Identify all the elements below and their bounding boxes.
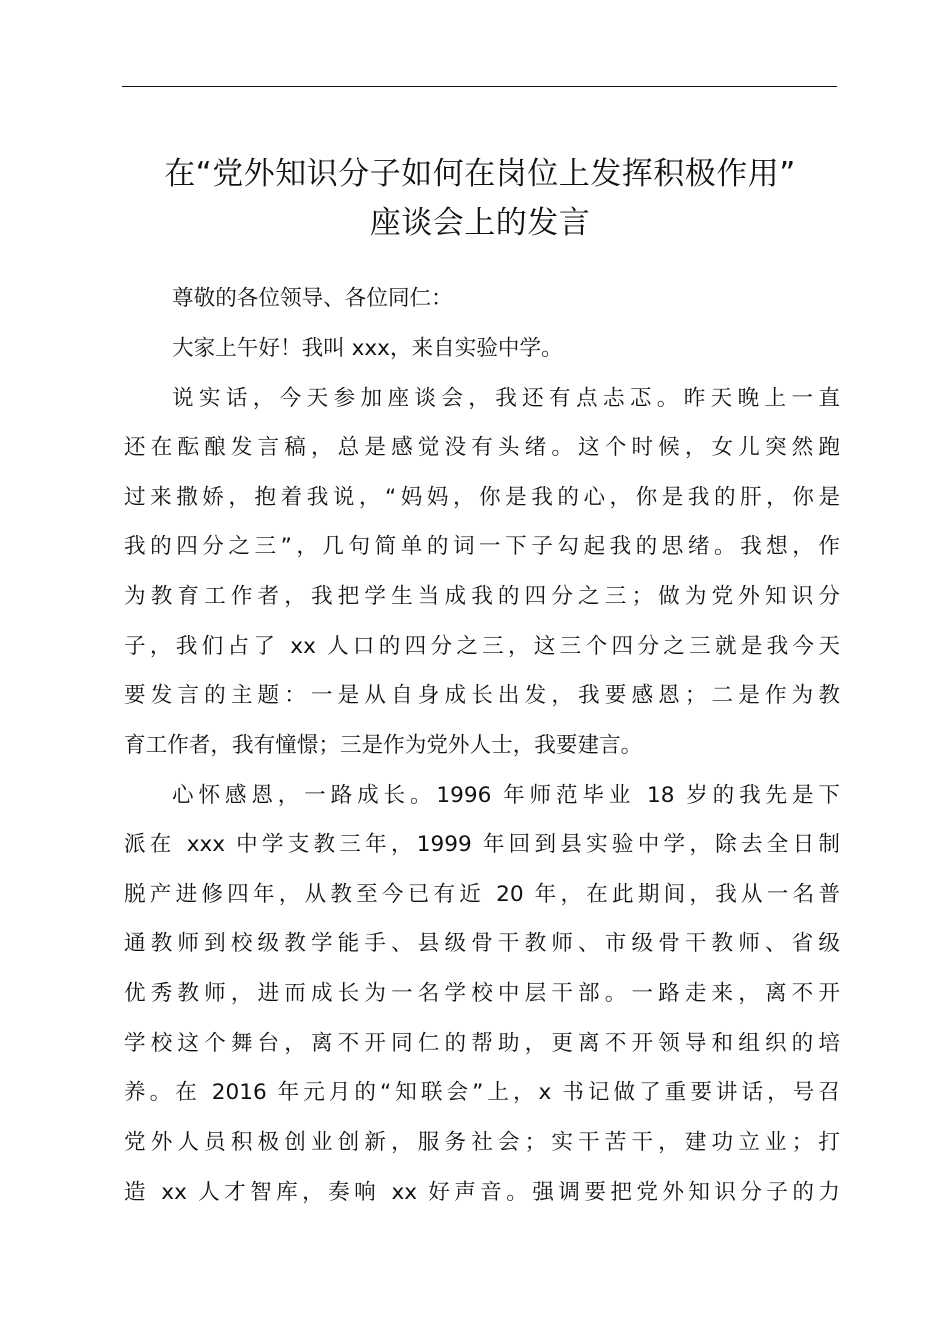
body-line: 子，我们占了 xx 人口的四分之三，这三个四分之三就是我今天: [124, 634, 840, 659]
body-line: 造 xx 人才智库，奏响 xx 好声音。强调要把党外知识分子的力: [124, 1180, 840, 1205]
body-line: 说实话，今天参加座谈会，我还有点忐忑。昨天晚上一直: [172, 386, 840, 411]
body-line: 党外人员积极创业创新，服务社会；实干苦干，建功立业；打: [124, 1130, 840, 1155]
body-line: 过来撒娇，抱着我说，“妈妈，你是我的心，你是我的肝，你是: [124, 485, 840, 510]
body-line: 心怀感恩，一路成长。1996 年师范毕业 18 岁的我先是下: [172, 783, 840, 808]
body-line: 学校这个舞台，离不开同仁的帮助，更离不开领导和组织的培: [124, 1031, 840, 1056]
body-line: 我的四分之三”，几句简单的词一下子勾起我的思绪。我想，作: [124, 534, 840, 559]
document-title-line-2: 座谈会上的发言: [369, 205, 591, 241]
body-line: 要发言的主题：一是从自身成长出发，我要感恩；二是作为教: [124, 683, 840, 708]
body-line: 优秀教师，进而成长为一名学校中层干部。一路走来，离不开: [124, 981, 840, 1006]
header-rule: [122, 86, 837, 87]
body-line: 脱产进修四年，从教至今已有近 20 年，在此期间，我从一名普: [124, 882, 840, 907]
body-line: 还在酝酿发言稿，总是感觉没有头绪。这个时候，女儿突然跑: [124, 435, 840, 460]
body-line: 尊敬的各位领导、各位同仁：: [172, 286, 453, 311]
body-line: 养。在 2016 年元月的“知联会”上，x 书记做了重要讲话，号召: [124, 1080, 840, 1105]
body-line: 通教师到校级教学能手、县级骨干教师、市级骨干教师、省级: [124, 931, 840, 956]
document-title-line-1: 在“党外知识分子如何在岗位上发挥积极作用”: [164, 156, 796, 192]
body-line: 大家上午好！我叫 xxx，来自实验中学。: [172, 336, 563, 361]
body-line: 育工作者，我有憧憬；三是作为党外人士，我要建言。: [124, 733, 643, 758]
body-line: 为教育工作者，我把学生当成我的四分之三；做为党外知识分: [124, 584, 840, 609]
body-line: 派在 xxx 中学支教三年，1999 年回到县实验中学，除去全日制: [124, 832, 840, 857]
